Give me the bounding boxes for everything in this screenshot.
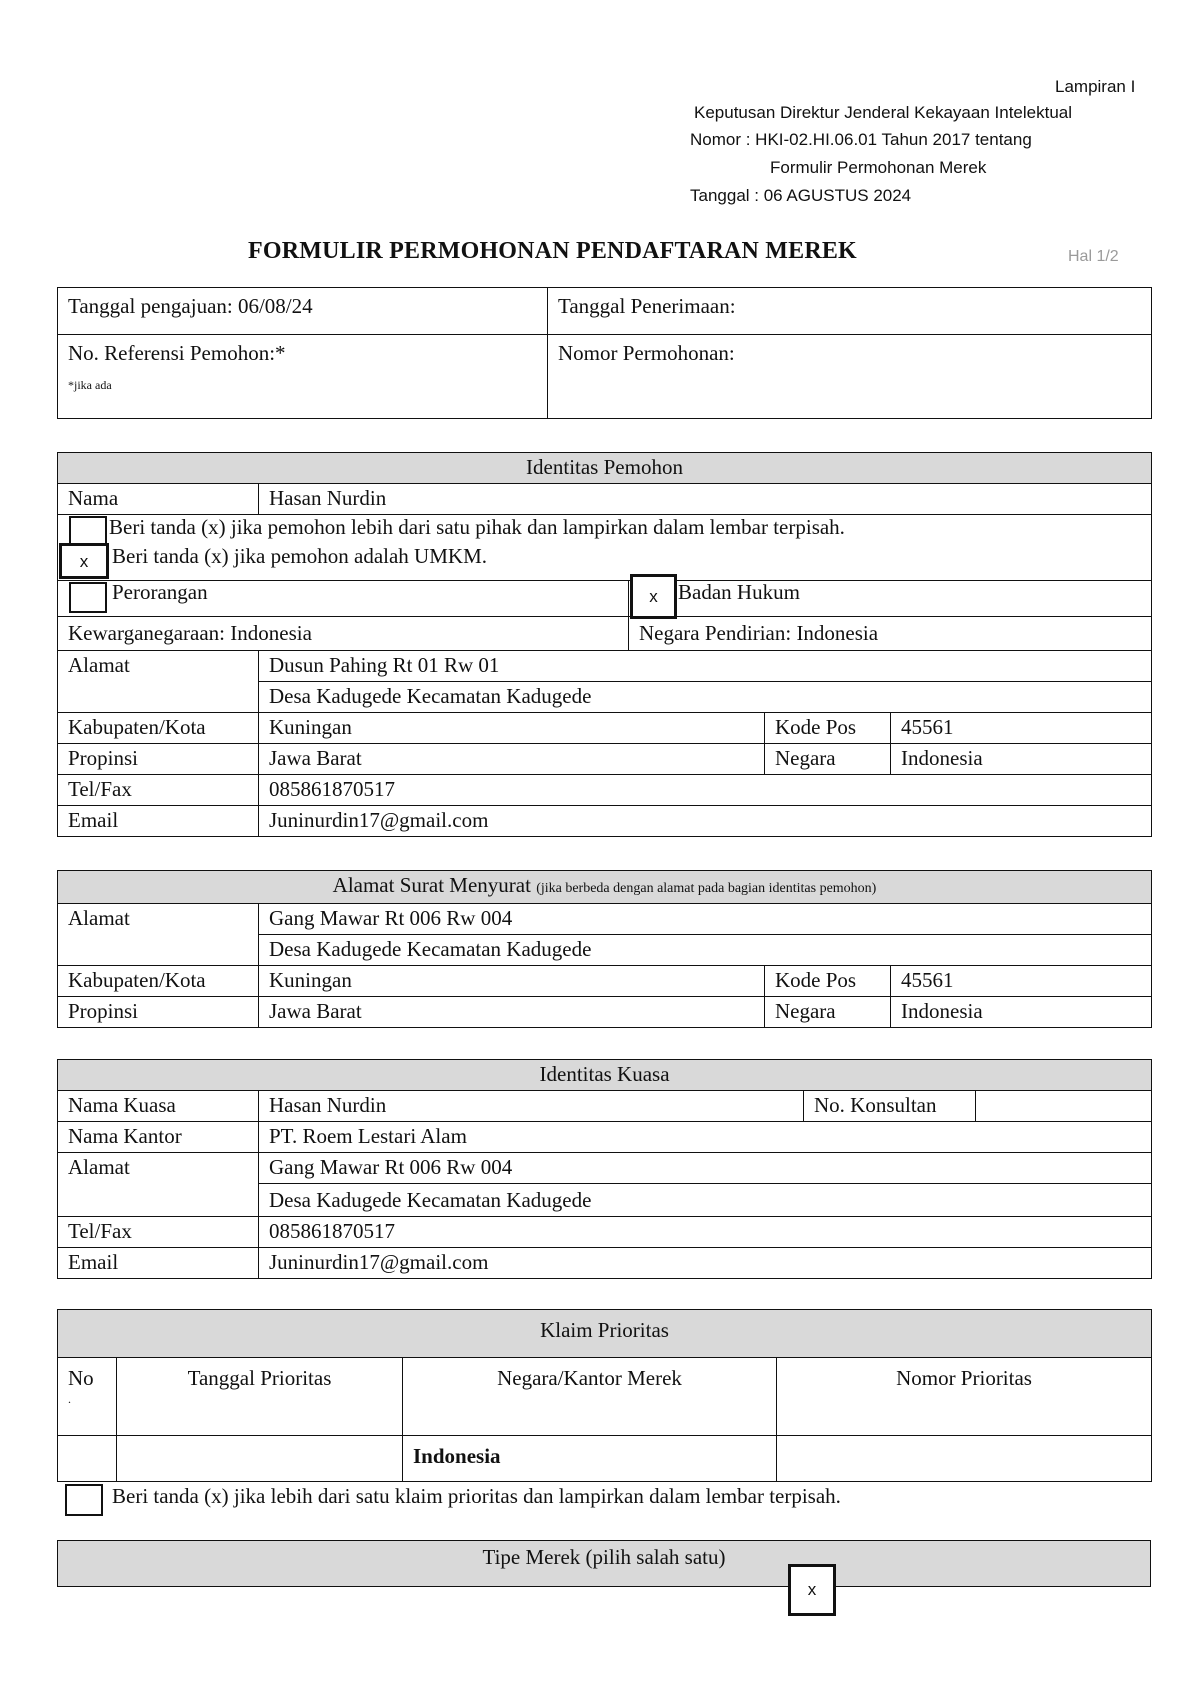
alamat-line-1[interactable]: Dusun Pahing Rt 01 Rw 01 bbox=[259, 651, 1152, 682]
alamat-surat-note: (jika berbeda dengan alamat pada bagian identitas pemohon) bbox=[536, 881, 877, 896]
row-nomor[interactable] bbox=[777, 1436, 1152, 1482]
email-label: Email bbox=[58, 806, 259, 837]
lebih-pihak-text: Beri tanda (x) jika pemohon lebih dari satu pihak dan lampirkan dalam lembar terpisah. bbox=[109, 515, 845, 539]
propinsi-label: Propinsi bbox=[58, 744, 259, 775]
row-negara[interactable]: Indonesia bbox=[403, 1436, 777, 1482]
nama-value[interactable]: Hasan Nurdin bbox=[259, 484, 1152, 515]
kewarganegaraan[interactable]: Kewarganegaraan: Indonesia bbox=[58, 617, 629, 651]
perorangan-text: Perorangan bbox=[112, 580, 208, 604]
badan-hukum-checkbox[interactable]: x bbox=[630, 574, 677, 619]
kuasa-alamat-label: Alamat bbox=[58, 1153, 259, 1217]
identitas-kuasa-heading: Identitas Kuasa bbox=[58, 1060, 1152, 1091]
klaim-prioritas-heading: Klaim Prioritas bbox=[58, 1310, 1152, 1358]
kodepos-value[interactable]: 45561 bbox=[891, 713, 1152, 744]
kuasa-email-label: Email bbox=[58, 1248, 259, 1279]
kuasa-alamat-line-1[interactable]: Gang Mawar Rt 006 Rw 004 bbox=[259, 1153, 1152, 1184]
propinsi-value[interactable]: Jawa Barat bbox=[259, 744, 765, 775]
formulir-label: Formulir Permohonan Merek bbox=[770, 158, 987, 177]
col-no: No . bbox=[58, 1358, 117, 1436]
kuasa-telfax-label: Tel/Fax bbox=[58, 1217, 259, 1248]
col-negara-kantor: Negara/Kantor Merek bbox=[403, 1358, 777, 1436]
telfax-label: Tel/Fax bbox=[58, 775, 259, 806]
email-value[interactable]: Juninurdin17@gmail.com bbox=[259, 806, 1152, 837]
col-no-dot: . bbox=[68, 1392, 71, 1406]
tanggal-label: Tanggal : 06 AGUSTUS 2024 bbox=[690, 186, 912, 205]
kabupaten-label: Kabupaten/Kota bbox=[58, 713, 259, 744]
jika-ada-note: *jika ada bbox=[68, 378, 112, 392]
surat-propinsi-label: Propinsi bbox=[58, 997, 259, 1028]
telfax-value[interactable]: 085861870517 bbox=[259, 775, 1152, 806]
kabupaten-value[interactable]: Kuningan bbox=[259, 713, 765, 744]
kuasa-nama-value[interactable]: Hasan Nurdin bbox=[259, 1091, 804, 1122]
umkm-text: Beri tanda (x) jika pemohon adalah UMKM. bbox=[112, 544, 487, 568]
surat-alamat-line-2[interactable]: Desa Kadugede Kecamatan Kadugede bbox=[259, 935, 1152, 966]
lebih-pihak-checkbox[interactable] bbox=[69, 516, 107, 546]
kantor-label: Nama Kantor bbox=[58, 1122, 259, 1153]
negara-pendirian[interactable]: Negara Pendirian: Indonesia bbox=[629, 617, 1152, 651]
alamat-line-2[interactable]: Desa Kadugede Kecamatan Kadugede bbox=[259, 682, 1152, 713]
nama-label: Nama bbox=[58, 484, 259, 515]
surat-propinsi-value[interactable]: Jawa Barat bbox=[259, 997, 765, 1028]
keputusan-label: Keputusan Direktur Jenderal Kekayaan Intelektual bbox=[694, 103, 1073, 122]
lebih-klaim-checkbox[interactable] bbox=[65, 1484, 103, 1516]
surat-kodepos-label: Kode Pos bbox=[765, 966, 891, 997]
konsultan-value[interactable] bbox=[976, 1091, 1152, 1122]
konsultan-label: No. Konsultan bbox=[804, 1091, 976, 1122]
surat-negara-label: Negara bbox=[765, 997, 891, 1028]
umkm-checkbox[interactable]: x bbox=[59, 543, 109, 579]
tipe-merek-checkbox[interactable]: x bbox=[788, 1564, 836, 1616]
kuasa-nama-label: Nama Kuasa bbox=[58, 1091, 259, 1122]
identitas-pemohon-table bbox=[57, 452, 1152, 837]
surat-alamat-label: Alamat bbox=[58, 904, 259, 966]
row-tanggal[interactable] bbox=[117, 1436, 403, 1482]
surat-kodepos-value[interactable]: 45561 bbox=[891, 966, 1152, 997]
kuasa-alamat-line-2[interactable]: Desa Kadugede Kecamatan Kadugede bbox=[259, 1184, 1152, 1217]
col-tanggal-prioritas: Tanggal Prioritas bbox=[117, 1358, 403, 1436]
negara-label: Negara bbox=[765, 744, 891, 775]
submission-table bbox=[57, 287, 1152, 419]
badan-hukum-text: Badan Hukum bbox=[678, 580, 800, 604]
tipe-merek-heading: Tipe Merek (pilih salah satu) bbox=[58, 1541, 1151, 1587]
identitas-pemohon-heading: Identitas Pemohon bbox=[58, 453, 1152, 484]
nomor-label: Nomor : HKI-02.HI.06.01 Tahun 2017 tentang bbox=[690, 130, 1032, 149]
perorangan-checkbox[interactable] bbox=[69, 582, 107, 613]
tipe-merek-table bbox=[57, 1540, 1151, 1587]
lebih-klaim-text: Beri tanda (x) jika lebih dari satu klaim prioritas dan lampirkan dalam lembar terpisah. bbox=[112, 1484, 841, 1508]
alamat-surat-heading: Alamat Surat Menyurat (jika berbeda dengan alamat pada bagian identitas pemohon) bbox=[58, 871, 1152, 904]
kuasa-email-value[interactable]: Juninurdin17@gmail.com bbox=[259, 1248, 1152, 1279]
row-no[interactable] bbox=[58, 1436, 117, 1482]
page-number: Hal 1/2 bbox=[1068, 248, 1119, 265]
surat-kabupaten-label: Kabupaten/Kota bbox=[58, 966, 259, 997]
surat-kabupaten-value[interactable]: Kuningan bbox=[259, 966, 765, 997]
alamat-label: Alamat bbox=[58, 651, 259, 713]
kodepos-label: Kode Pos bbox=[765, 713, 891, 744]
no-referensi-pemohon[interactable]: No. Referensi Pemohon:* *jika ada bbox=[58, 335, 548, 419]
kuasa-telfax-value[interactable]: 085861870517 bbox=[259, 1217, 1152, 1248]
form-title: FORMULIR PERMOHONAN PENDAFTARAN MEREK bbox=[248, 238, 857, 264]
surat-alamat-line-1[interactable]: Gang Mawar Rt 006 Rw 004 bbox=[259, 904, 1152, 935]
tanggal-penerimaan[interactable]: Tanggal Penerimaan: bbox=[548, 288, 1152, 335]
identitas-kuasa-table bbox=[57, 1059, 1152, 1279]
kantor-value[interactable]: PT. Roem Lestari Alam bbox=[259, 1122, 1152, 1153]
nomor-permohonan[interactable]: Nomor Permohonan: bbox=[548, 335, 1152, 419]
col-nomor-prioritas: Nomor Prioritas bbox=[777, 1358, 1152, 1436]
alamat-surat-table bbox=[57, 870, 1152, 1028]
tanggal-pengajuan: Tanggal pengajuan: 06/08/24 bbox=[58, 288, 548, 335]
surat-negara-value[interactable]: Indonesia bbox=[891, 997, 1152, 1028]
negara-value[interactable]: Indonesia bbox=[891, 744, 1152, 775]
lampiran-label: Lampiran I bbox=[1055, 77, 1136, 96]
klaim-prioritas-table bbox=[57, 1309, 1152, 1482]
